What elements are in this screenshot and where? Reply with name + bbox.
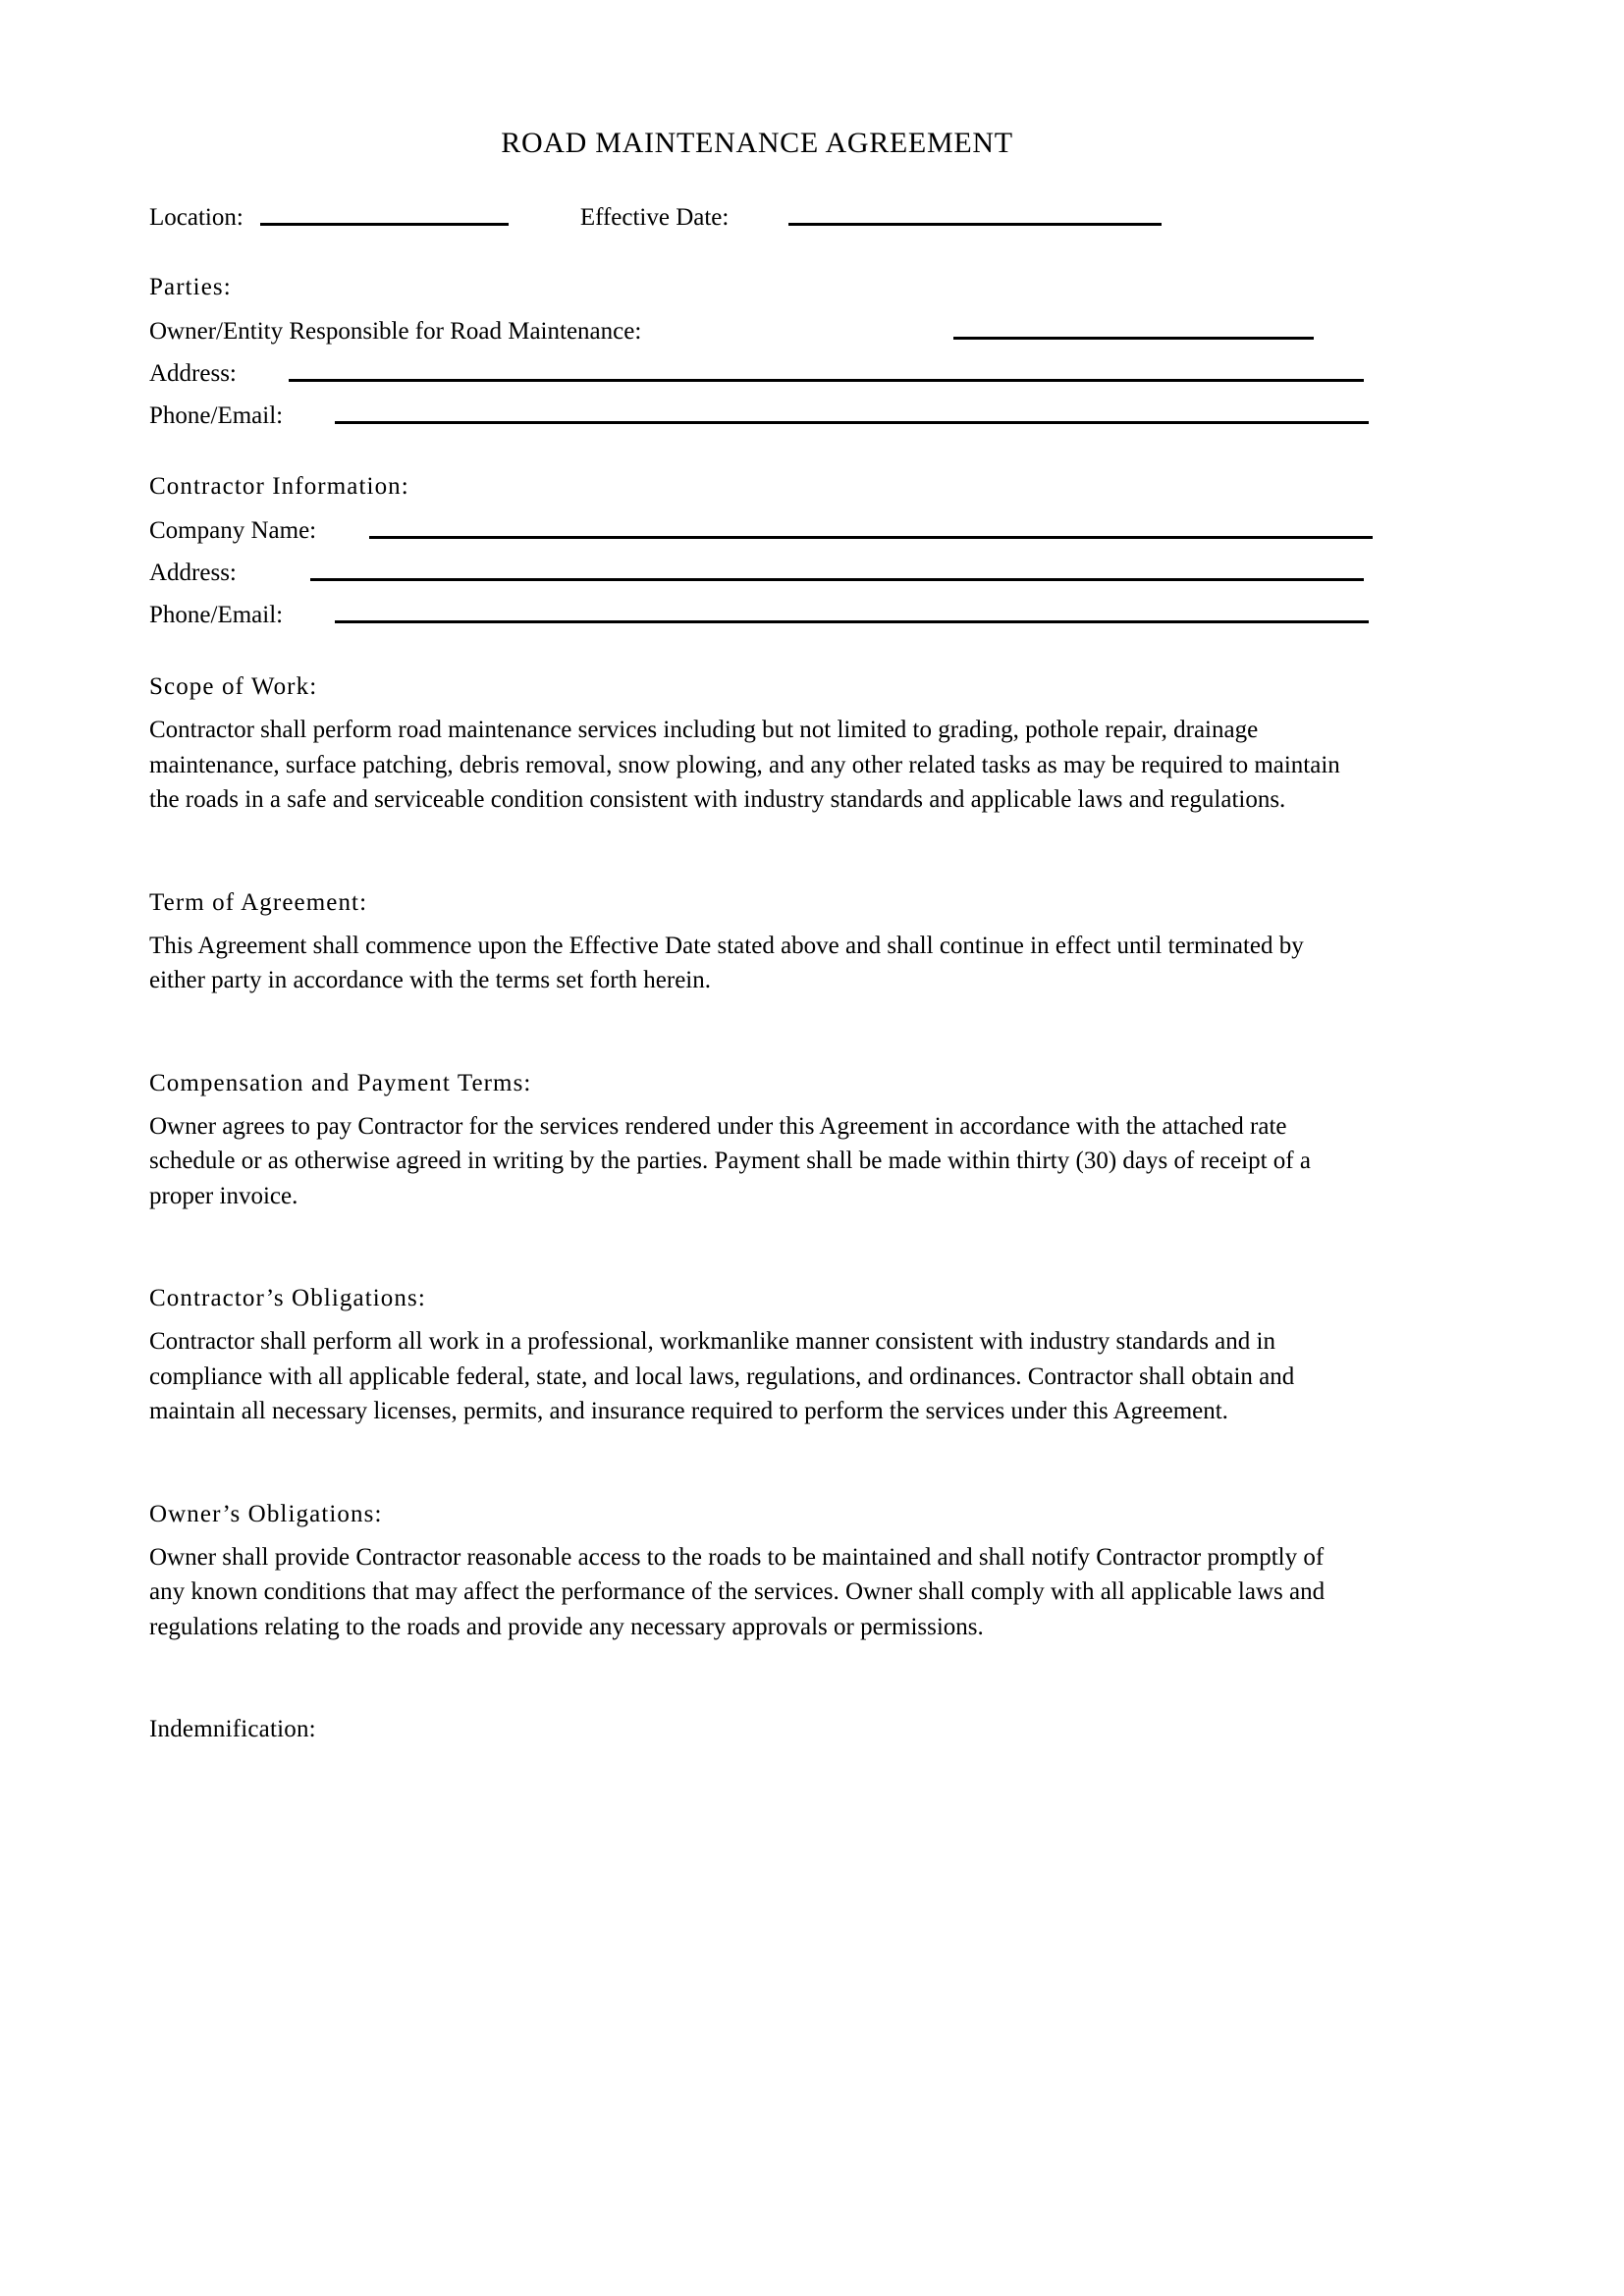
document-content: [149, 0, 1365, 1741]
effective-date-label: Effective Date:: [579, 204, 730, 231]
contractor-address-row: [149, 561, 1365, 585]
page-title: ROAD MAINTENANCE AGREEMENT: [501, 127, 1013, 159]
parties-address-row: [149, 361, 1365, 386]
parties-phone-email-label: Phone/Email:: [149, 402, 284, 429]
term-of-agreement-heading: Term of Agreement:: [149, 888, 368, 916]
compensation-heading: Compensation and Payment Terms:: [149, 1069, 532, 1096]
contractor-phone-email-row: [149, 603, 1365, 627]
term-of-agreement-body: This Agreement shall commence upon the Effective Date stated above and shall continue in effect until terminated by either party in accordance with the terms set forth herein.: [149, 932, 1304, 993]
contractor-obligations-body: Contractor shall perform all work in a professional, workmanlike manner consistent with industry standards and in compliance with all applicable federal, state, and local laws, regulations, and ordinances. Contractor shall obtain and maintain all necessary licenses, permits, and insurance required to perform the services under this Agreement.: [149, 1328, 1295, 1424]
parties-address-input-line[interactable]: [289, 379, 1364, 382]
compensation-body: Owner agrees to pay Contractor for the services rendered under this Agreement in accordance with the attached rate schedule or as otherwise agreed in writing by the parties. Payment shall be made within thirty (30) days of receipt of a proper invoice.: [149, 1112, 1311, 1209]
location-label: Location:: [149, 204, 244, 231]
parties-address-label: Address:: [149, 360, 237, 387]
indemnification-heading: Indemnification:: [149, 1716, 316, 1742]
owner-entity-row: [149, 319, 1365, 344]
scope-of-work-heading: Scope of Work:: [149, 673, 318, 700]
scope-of-work-body: Contractor shall perform road maintenance services including but not limited to grading, pothole repair, drainage maintenance, surface patching, debris removal, snow plowing, and any other related tasks as may be required to maintain the roads in a safe and serviceable condition consistent with industry standards and applicable laws and regulations.: [149, 717, 1340, 813]
effective-date-input-line[interactable]: [788, 223, 1162, 226]
owner-obligations-body: Owner shall provide Contractor reasonable access to the roads to be maintained and shall notify Contractor promptly of any known conditions that may affect the performance of the services. Owner shall comply with all applicable laws and regulations relating to the roads and provide any necessary approvals or permissions.: [149, 1543, 1326, 1640]
company-name-label: Company Name:: [149, 517, 317, 544]
contractor-address-input-line[interactable]: [310, 578, 1364, 581]
location-effective-date-row: [149, 205, 1365, 230]
owner-obligations-heading: Owner’s Obligations:: [149, 1500, 383, 1527]
contractor-phone-email-input-line[interactable]: [335, 620, 1369, 623]
company-name-row: [149, 518, 1365, 543]
parties-phone-email-input-line[interactable]: [335, 421, 1369, 424]
location-input-line[interactable]: [260, 223, 509, 226]
parties-phone-email-row: [149, 403, 1365, 428]
owner-entity-label: Owner/Entity Responsible for Road Maintenance:: [149, 318, 642, 345]
contractor-address-label: Address:: [149, 560, 237, 586]
contractor-phone-email-label: Phone/Email:: [149, 602, 284, 628]
owner-entity-input-line[interactable]: [953, 337, 1314, 340]
contractor-obligations-heading: Contractor’s Obligations:: [149, 1285, 426, 1311]
parties-heading: Parties:: [149, 274, 232, 300]
company-name-input-line[interactable]: [369, 536, 1373, 539]
contractor-information-heading: Contractor Information:: [149, 473, 409, 500]
